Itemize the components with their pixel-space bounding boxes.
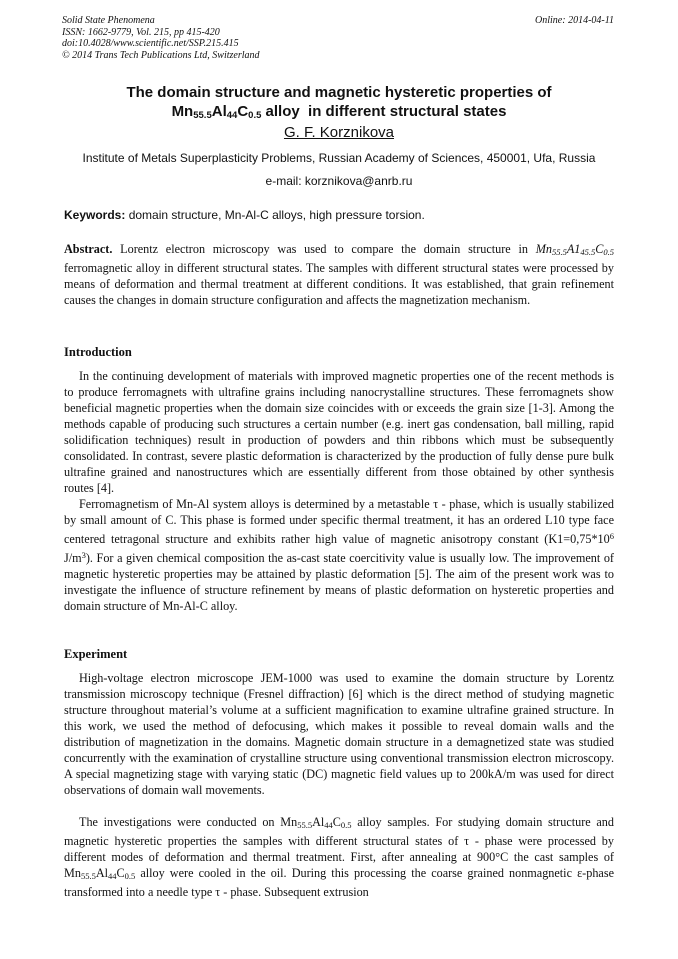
exp-sub-al-1: 44 [324, 820, 333, 830]
title-element-c: C [237, 103, 249, 120]
issn-line: ISSN: 1662-9779, Vol. 215, pp 415-420 [62, 26, 220, 38]
journal-header [62, 15, 614, 61]
paper-title [40, 83, 638, 125]
exp-sub-al-2: 44 [108, 871, 117, 881]
abstract-label: Abstract. [64, 242, 113, 256]
online-date: Online: 2014-04-11 [535, 15, 614, 26]
author-line [0, 124, 678, 141]
keywords [64, 208, 614, 222]
title-sub-mn: 55.5 [193, 110, 212, 121]
exp-sub-mn-1: 55.5 [297, 820, 313, 830]
author-name: G. F. Korznikova [283, 124, 395, 141]
exp-el-c-2: C [116, 866, 125, 880]
abstract-text-2: ferromagnetic alloy in different structural states. The samples with different structural states were processed by means of deformation and thermal treatment at different conditions. It was established, that grain refinement causes the changes in domain structure configuration and affects the magnetization mechanism. [64, 261, 614, 307]
exp-sub-mn-2: 55.5 [80, 871, 96, 881]
experiment-paragraph-1: High-voltage electron microscope JEM-1000 was used to examine the domain structure by Lorentz transmission microscopy technique (Fresnel diffraction) [6] which is the direct method of studying magnetic structure throughout material’s volume at a sufficient magnification to examine ultrafine grained structure. In this work, we used the method of defocusing, which makes it possible to reveal domain walls and the distribution of magnetization in the domains. Magnetic domain structure in a demagnetized state was studied concurrently with the examination of crystalline structure using conventional transmission electron microscopy. A special magnetizing stage with varying static (DC) magnetic field values up to 200kA/m was used for direct observations of domain wall movements. [64, 671, 614, 797]
introduction-paragraph-1: In the continuing development of materials with improved magnetic properties one of the recent methods is to produce ferromagnets with ultrafine grains including nanocrystalline structures. These ferromagnets show beneficial magnetic properties when the domain size coincides with or exceeds the grain size [1-3]. Among the methods capable of producing such structures a certain number (e.g. inert gas condensation, ball milling, rapid solidification techniques) result in production of powders and thin ribbons which must be subsequently consolidated. In contrast, severe plastic deformation is characterized by the production of fully dense pure bulk ultrafine grained and nanostructures which are essentially different from those obtained by other synthesis routes [4]. [64, 369, 614, 495]
exp-el-mn-2: Mn [64, 866, 81, 880]
abstract-sub-c: 0.5 [603, 247, 614, 257]
abstract-sub-mn: 55.5 [551, 247, 567, 257]
abstract-el-mn: Mn [535, 242, 552, 256]
experiment-paragraph-2 [64, 814, 614, 900]
title-element-al: Al [211, 103, 227, 120]
intro-p2-sup-1: 6 [609, 531, 614, 541]
exp-p2-text-a: The investigations were conducted on [79, 815, 281, 829]
experiment-heading: Experiment [64, 647, 128, 661]
intro-p2-sup-2: 3 [81, 550, 86, 560]
title-sub-c: 0.5 [248, 110, 262, 121]
exp-sub-c-2: 0.5 [124, 871, 136, 881]
doi-line: doi:10.4028/www.scientific.net/SSP.215.415 [62, 38, 239, 49]
title-line-2-rest: alloy in different structural states [261, 103, 507, 120]
exp-el-al-2: Al [95, 866, 108, 880]
abstract-paragraph [64, 241, 614, 308]
keywords-text: domain structure, Mn-Al-C alloys, high pressure torsion. [125, 208, 425, 222]
title-sub-al: 44 [226, 110, 238, 121]
affiliation: Institute of Metals Superplasticity Problems, Russian Academy of Sciences, 450001, Ufa, Russia [82, 151, 596, 165]
title-element-mn: Mn [171, 103, 194, 120]
exp-sub-c-1: 0.5 [340, 820, 352, 830]
exp-p2-text-b: alloy samples. For studying domain structure and magnetic hysteretic properties the samples with different structural states of τ - phase were processed by different modes of deformation and thermal treatment. First, after annealing at 900°C the cast samples of [64, 815, 614, 864]
exp-el-mn-1: Mn [280, 815, 298, 829]
copyright-line: © 2014 Trans Tech Publications Ltd, Switzerland [62, 49, 260, 61]
keywords-label: Keywords: [64, 208, 126, 222]
exp-p2-text-c: alloy were cooled in the oil. During this processing the coarse grained nonmagnetic ε-phase transformed into a needle type τ - phase. Subsequent extrusion [64, 866, 614, 899]
journal-name: Solid State Phenomena [62, 15, 155, 26]
abstract-el-c: C [595, 242, 604, 256]
introduction-paragraph-2 [64, 496, 614, 614]
title-line-2 [40, 102, 638, 125]
abstract-sub-al: 45.5 [580, 247, 596, 257]
intro-p2-text-a: Ferromagnetism of Mn-Al system alloys is determined by a metastable τ - phase, which is usually stabilized by small amount of C. This phase is formed under specific thermal treatment, it has an ordered L10 type face centered tetragonal structure and exhibits rather high value of magnetic anisotropy constant (K1=0,75*10 [64, 497, 614, 546]
introduction-heading: Introduction [64, 345, 132, 359]
exp-el-c-1: C [332, 815, 341, 829]
abstract-el-al: A1 [566, 242, 581, 256]
intro-p2-text-c: ). For a given chemical composition the as-cast state coercitivity value is usually low. The improvement of magnetic hysteretic properties may be attained by plastic deformation [5]. The aim of the present work was to investigate the influence of structure refinement by means of plastic deformation on hysteretic properties and domain structure of Mn-Al-C alloy. [64, 551, 614, 613]
title-line-1: The domain structure and magnetic hysteretic properties of [126, 84, 552, 101]
intro-p2-text-b: J/m [64, 551, 82, 565]
exp-el-al-1: Al [312, 815, 325, 829]
abstract-text-1: Lorentz electron microscopy was used to compare the domain structure in [112, 242, 536, 256]
author-email: e-mail: korznikova@anrb.ru [265, 174, 413, 188]
